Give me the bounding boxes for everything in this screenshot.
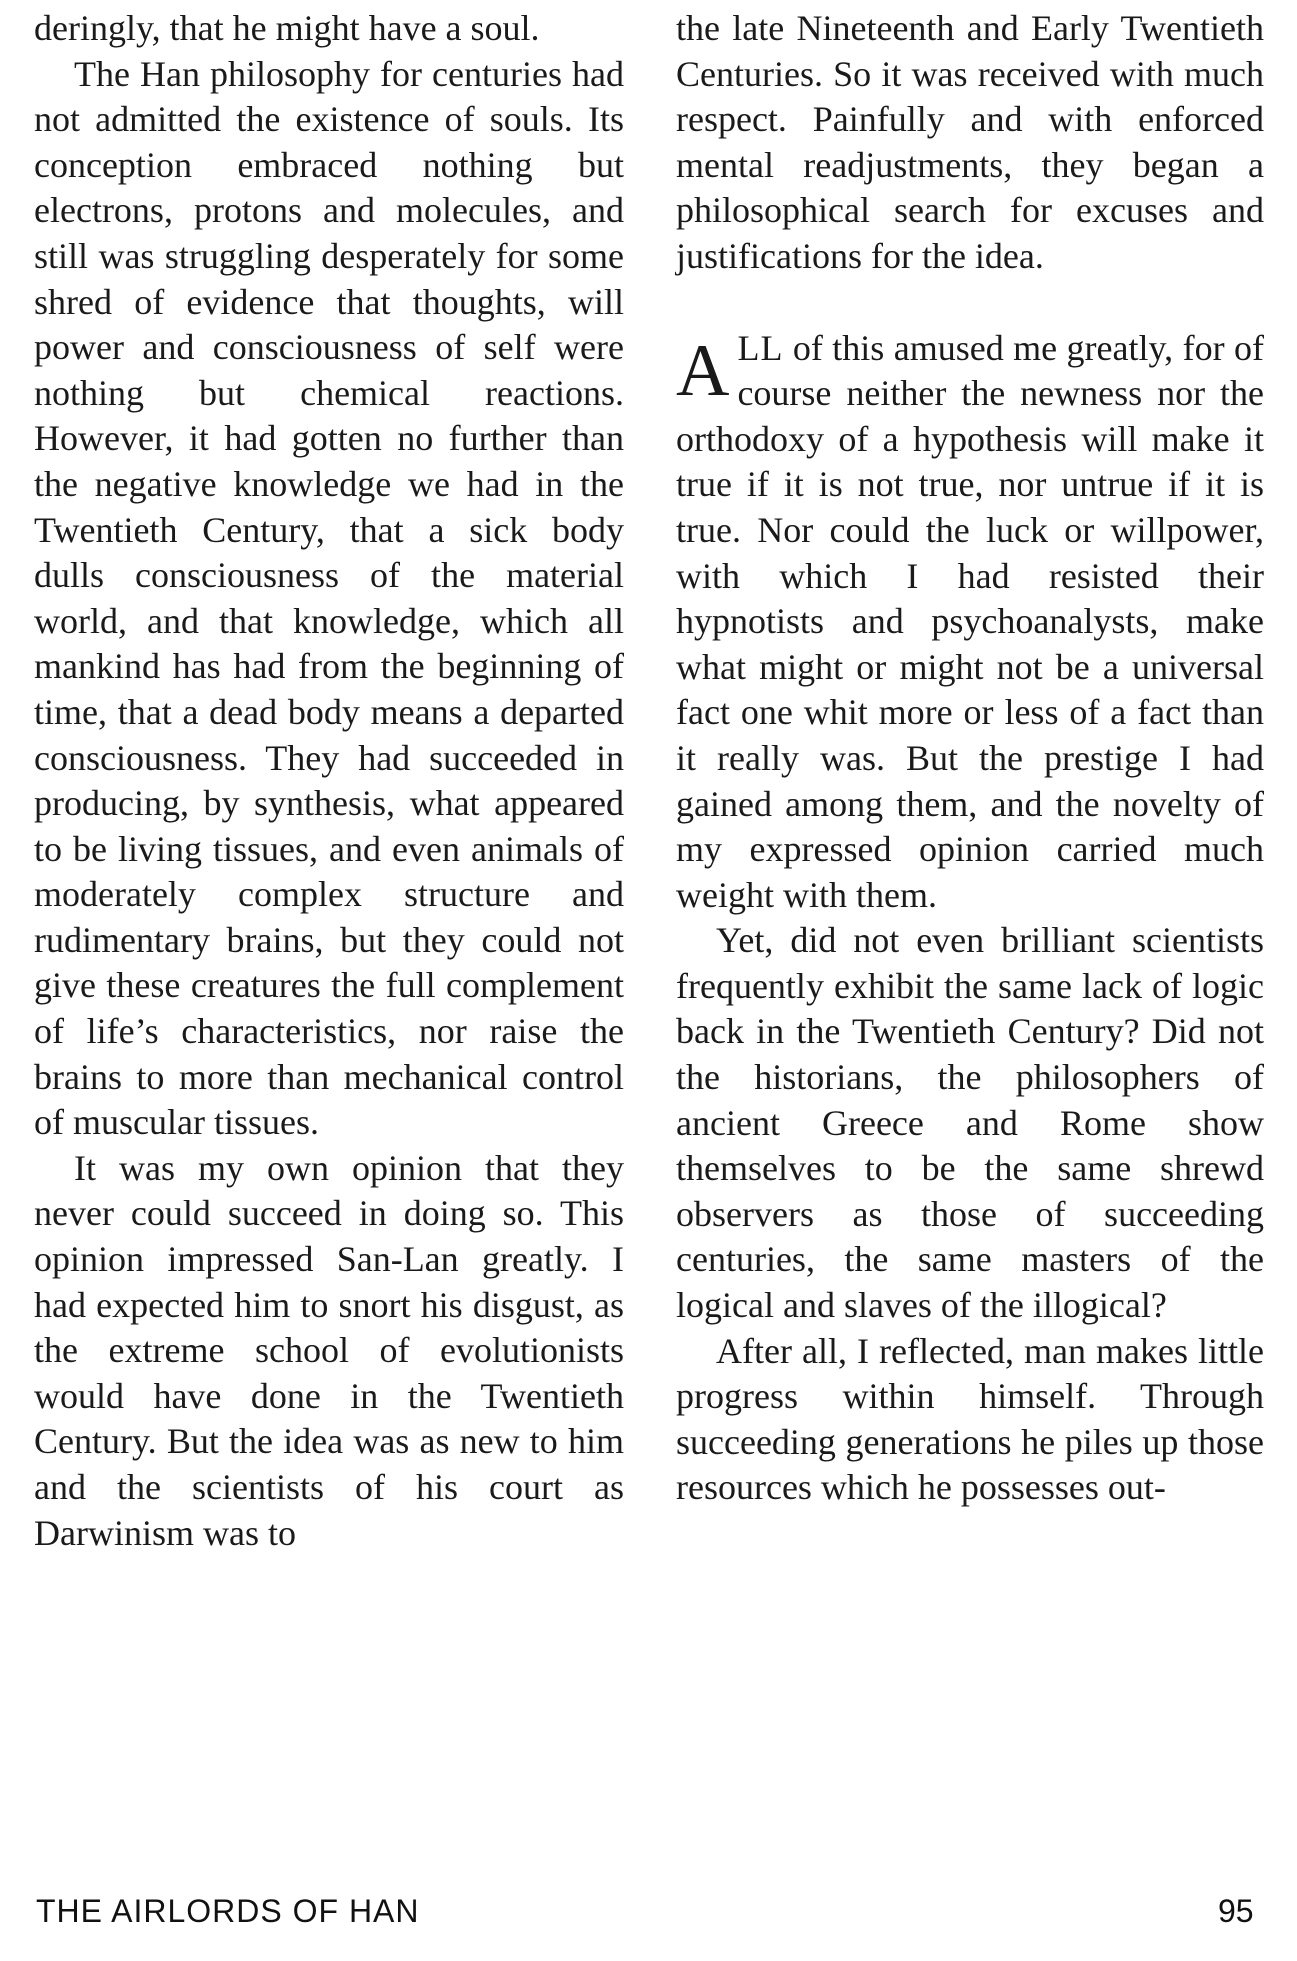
paragraph: Yet, did not even brilliant scientists frequently exhibit the same lack of logic back in the Twentieth Century? Did not the historians, the philosophers of ancient Greece and Rome show themselves to be the same shrewd observers as those of succeeding centuries, the same masters of the logical and slaves of the illogical?: [676, 920, 1264, 1326]
drop-cap: A: [676, 329, 730, 412]
left-column: [34, 6, 624, 1556]
small-caps-lead: LL: [737, 327, 784, 368]
page-number: 95: [1218, 1893, 1254, 1929]
paragraph: deringly, that he might have a soul.: [34, 8, 540, 48]
running-title: THE AIRLORDS OF HAN: [36, 1893, 420, 1929]
section-break: [676, 280, 1264, 326]
paragraph: It was my own opinion that they never could succeed in doing so. This opinion impressed San-Lan greatly. I had expected him to snort his disgust, as the extreme school of evolutionists would have done in the Twentieth Century. But the idea was as new to him and the scientists of his court as Darwinism was to: [34, 1147, 624, 1553]
paragraph: The Han philosophy for centuries had not admitted the existence of souls. Its conception embraced nothing but electrons, protons and molecules, and still was struggling desperately for some shred of evidence that thoughts, will power and consciousness of self were nothing but chemical reactions. However, it had gotten no further than the negative knowledge we had in the Twentieth Century, that a sick body dulls consciousness of the material world, and that knowledge, which all mankind has had from the beginning of time, that a dead body means a departed consciousness. They had succeeded in producing, by synthesis, what appeared to be living tissues, and even animals of moderately complex structure and rudimentary brains, but they could not give these creatures the full complement of life’s characteristics, nor raise the brains to more than mechanical control of muscular tissues.: [34, 53, 624, 1143]
paragraph: the late Nineteenth and Early Twentieth Centuries. So it was received with much respect. Painfully and with enforced mental readjustments, they began a philosophical search for excuses and justifications for the idea.: [676, 8, 1264, 276]
paragraph-text: of this amused me greatly, for of course neither the newness nor the orthodoxy of a hypothesis will make it true if it is not true, nor untrue if it is true. Nor could the luck or willpower, with which I had resisted their hypnotists and psychoanalysts, make what might or might not be a universal fact one whit more or less of a fact than it really was. But the prestige I had gained among them, and the novelty of my expressed opinion carried much weight with them.: [676, 327, 1264, 915]
paragraph-with-dropcap: [676, 326, 1264, 919]
paragraph: After all, I reflected, man makes little progress within himself. Through succeeding generations he piles up those resources which he possesses out-: [676, 1330, 1264, 1508]
right-column: [676, 6, 1264, 1511]
